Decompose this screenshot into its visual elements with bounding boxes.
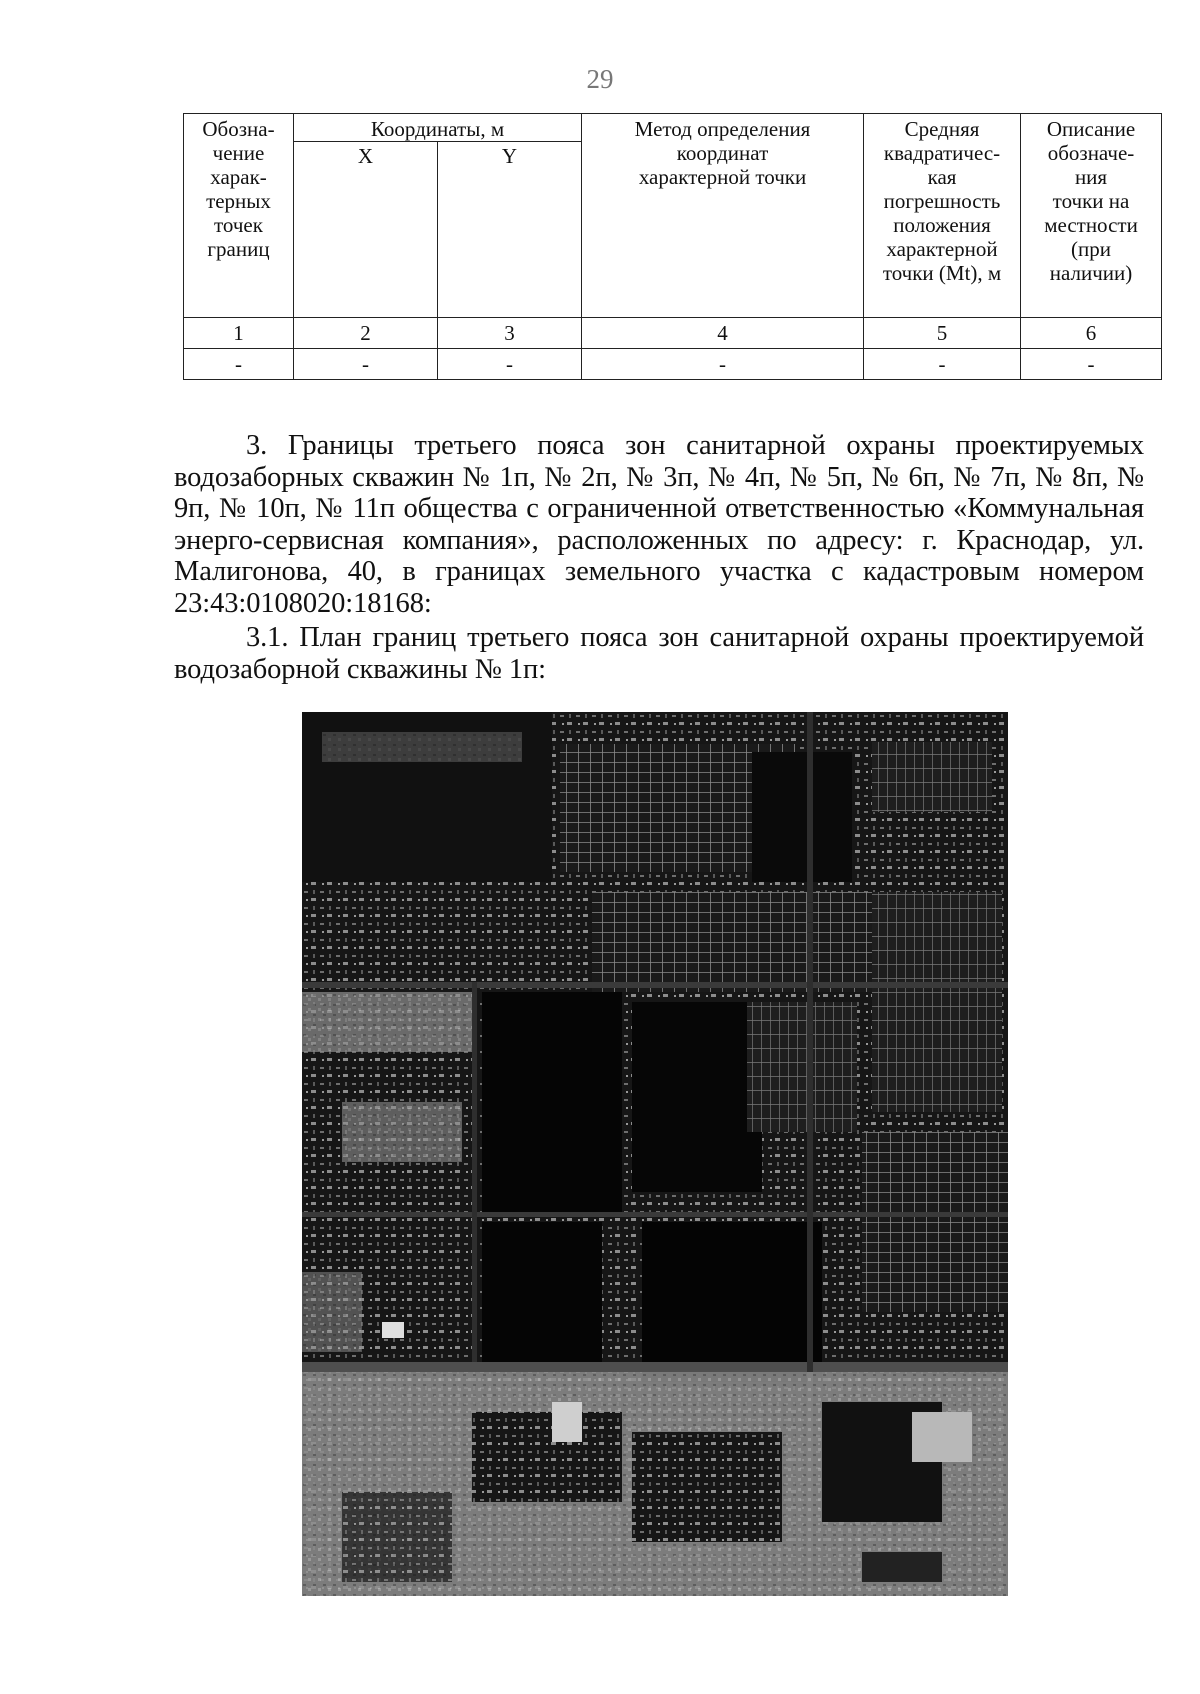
- paragraph-3: 3. Границы третьего пояса зон санитарной охраны проектируемых водозаборных скважин № 1п, № 2п, № 3п, № 4п, № 5п, № 6п, № 7п, № 8п, № 9п, № 10п, № 11п общества с ограниченной ответственностью «Коммунальная энерго-сервисная компания», расположенных по адресу: г. Краснодар, ул. Малигонова, 40, в границах земельного участка с кадастровым номером 23:43:0108020:18168:: [174, 430, 1144, 619]
- header-coordinates: Координаты, м: [294, 114, 582, 142]
- coordinates-table: [183, 113, 1162, 380]
- table-cell: 4: [582, 318, 864, 349]
- table-row-dashes: [184, 349, 1162, 380]
- header-x: X: [294, 142, 438, 318]
- page-number: 29: [586, 64, 614, 94]
- table-cell: 5: [864, 318, 1021, 349]
- header-error: Средняя квадратичес- кая погрешность положения характерной точки (Mt), м: [864, 114, 1021, 318]
- table-cell: -: [438, 349, 582, 380]
- paragraph-3-1: 3.1. План границ третьего пояса зон санитарной охраны проектируемой водозаборной скважины № 1п:: [174, 622, 1144, 685]
- table-cell: 2: [294, 318, 438, 349]
- table-cell: -: [864, 349, 1021, 380]
- aerial-map-image: [302, 712, 1008, 1596]
- header-description: Описание обозначе- ния точки на местности (при наличии): [1021, 114, 1162, 318]
- table-cell: 3: [438, 318, 582, 349]
- table-cell: -: [1021, 349, 1162, 380]
- table-row-numbers: [184, 318, 1162, 349]
- table-cell: -: [184, 349, 294, 380]
- header-method: Метод определения координат характерной точки: [582, 114, 864, 318]
- table-cell: -: [582, 349, 864, 380]
- table-cell: 6: [1021, 318, 1162, 349]
- table-cell: -: [294, 349, 438, 380]
- header-point-designation: Обозна- чение харак- терных точек границ: [184, 114, 294, 318]
- header-y: Y: [438, 142, 582, 318]
- table-cell: 1: [184, 318, 294, 349]
